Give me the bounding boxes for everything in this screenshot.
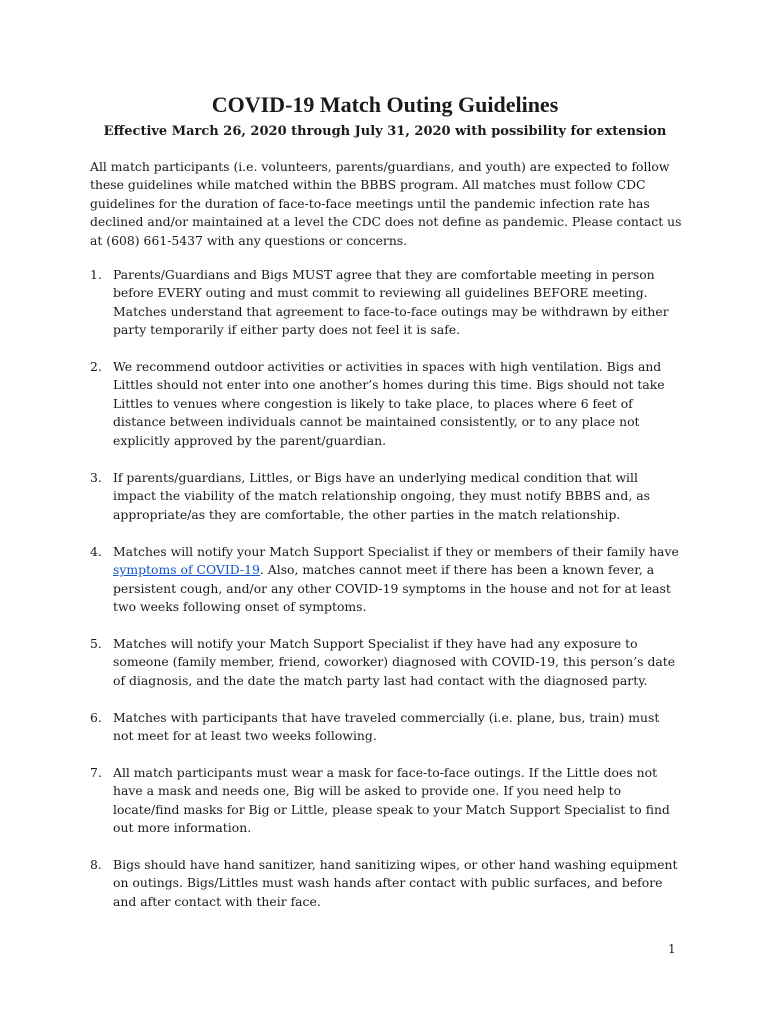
list-item-text: We recommend outdoor activities or activities in spaces with high ventilation. Bigs and Littles should not enter into one another’s homes during this time. Bigs should not take Littles to venues where congestion is likely to take place, to places where 6 feet of distance between individuals cannot be maintained consistently, or to any place not explicitly approved by the parent/guardian.: [113, 359, 665, 448]
list-item-text: If parents/guardians, Littles, or Bigs have an underlying medical condition that will impact the viability of the match relationship ongoing, they must notify BBBS and, as appropriate/as they are comfortable, the other parties in the match relationship.: [113, 470, 650, 522]
list-item-text: [113, 543, 683, 617]
covid-symptoms-link[interactable]: symptoms of COVID-19: [113, 562, 260, 578]
list-item-number: 1.: [90, 267, 102, 282]
list-item-text: Matches will notify your Match Support Specialist if they have had any exposure to someone (family member, friend, coworker) diagnosed with COVID-19, this person’s date of diagnosis, and the date the match party last had contact with the diagnosed party.: [113, 636, 676, 688]
list-item-number: 4.: [90, 544, 102, 559]
list-item-text: Matches with participants that have traveled commercially (i.e. plane, bus, train) must not meet for at least two weeks following.: [113, 710, 660, 744]
list-item-text-after: . Also, matches cannot meet if there has been a known fever, a persistent cough, and/or any other COVID-19 symptoms in the house and not for at least two weeks following onset of symptoms.: [113, 562, 671, 615]
document-subtitle: Effective March 26, 2020 through July 31, 2020 with possibility for extension: [103, 124, 667, 139]
list-item-number: 8.: [90, 857, 102, 872]
list-item-text: Parents/Guardians and Bigs MUST agree that they are comfortable meeting in person before EVERY outing and must commit to reviewing all guidelines BEFORE meeting. Matches understand that agreement to face-to-face outings may be withdrawn by either party temporarily if either party does not feel it is safe.: [113, 267, 669, 338]
list-item-number: 3.: [90, 470, 102, 485]
document-title: COVID-19 Match Outing Guidelines: [211, 92, 559, 117]
page-number: 1: [668, 942, 676, 956]
list-item-text: Bigs should have hand sanitizer, hand sanitizing wipes, or other hand washing equipment on outings. Bigs/Littles must wash hands after contact with public surfaces, and before and after contact with their face.: [113, 857, 678, 909]
list-item-text: All match participants must wear a mask for face-to-face outings. If the Little does not have a mask and needs one, Big will be asked to provide one. If you need help to locate/find masks for Big or Little, please speak to your Match Support Specialist to find out more information.: [113, 765, 670, 836]
list-item-text-before: Matches will notify your Match Support Specialist if they or members of their family have: [113, 544, 679, 559]
list-item-number: 6.: [90, 710, 102, 725]
intro-paragraph: All match participants (i.e. volunteers, parents/guardians, and youth) are expected to follow these guidelines while matched within the BBBS program. All matches must follow CDC guidelines for the duration of face-to-face meetings until the pandemic infection rate has declined and/or maintained at a level the CDC does not define as pandemic. Please contact us at (608) 661-5437 with any questions or concerns.: [90, 159, 682, 248]
list-item-number: 5.: [90, 636, 102, 651]
list-item-number: 2.: [90, 359, 102, 374]
list-item-number: 7.: [90, 765, 102, 780]
